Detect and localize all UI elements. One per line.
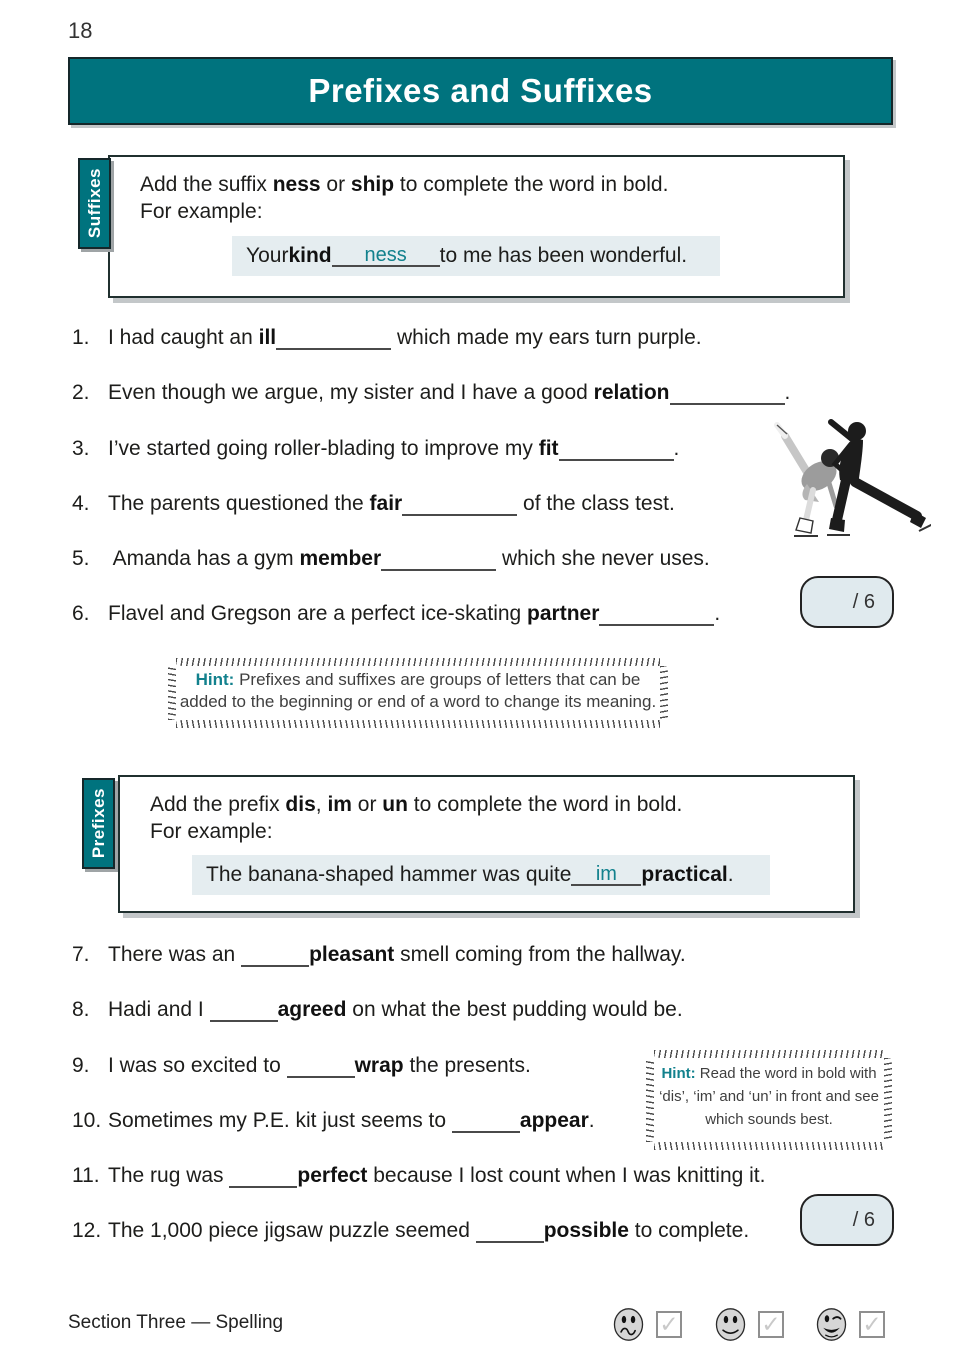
bold-word: partner xyxy=(527,602,600,626)
ok-rating-checkbox[interactable]: ✓ xyxy=(758,1311,784,1338)
text-segment: Sometimes my P.E. kit just seems to xyxy=(108,1108,452,1132)
hint-border-top xyxy=(654,1050,884,1058)
prefix-score-label: / 6 xyxy=(852,1208,875,1231)
answer-blank[interactable] xyxy=(229,1166,297,1188)
bold-word: un xyxy=(382,793,408,816)
text-segment: I had caught an xyxy=(108,326,259,349)
rating-group-sad xyxy=(612,1306,682,1343)
text-segment: I was so excited to xyxy=(108,1053,287,1077)
answer-blank[interactable] xyxy=(559,439,674,461)
bold-word: dis xyxy=(285,793,316,816)
question-number: 8. xyxy=(72,998,90,1022)
ice-skaters-svg xyxy=(773,418,931,552)
text-segment: There was an xyxy=(108,943,242,966)
bold-word: ill xyxy=(258,326,277,349)
prefix-instruction-line1 xyxy=(150,793,682,816)
text-segment: to me has been wonderful. xyxy=(439,244,688,267)
hint-text: Hint: Read the word in bold with ‘dis’, ‘im’ and ‘un’ in front and see which sounds best. xyxy=(659,1065,879,1128)
answer-blank[interactable] xyxy=(476,1221,544,1243)
section-footer-label: Section Three — Spelling xyxy=(68,1312,284,1333)
question-number: 4. xyxy=(72,491,90,515)
text-segment: The 1,000 piece jigsaw puzzle seemed xyxy=(108,1219,476,1243)
text-segment: on what the best pudding would be. xyxy=(346,998,683,1022)
question-text xyxy=(108,1109,595,1132)
question-text xyxy=(108,547,710,570)
prefix-score-box xyxy=(800,1194,894,1246)
text-segment: Hadi and I xyxy=(108,998,210,1022)
answer-blank[interactable] xyxy=(402,494,517,516)
hint-box-prefixes xyxy=(646,1050,892,1150)
happy-face-icon xyxy=(815,1306,848,1343)
text-segment: The parents questioned the xyxy=(108,491,370,515)
text-segment: because I lost count when I was knitting it. xyxy=(367,1164,766,1188)
answer-blank[interactable]: im xyxy=(571,864,641,886)
prefix-for-example-label: For example: xyxy=(150,820,273,843)
question-number: 2. xyxy=(72,381,90,405)
hint-text: Hint: Prefixes and suffixes are groups of letters that can be added to the beginning or end of a word to change its meaning. xyxy=(179,670,657,711)
question-number: 6. xyxy=(72,602,90,626)
bold-word: member xyxy=(299,547,382,571)
question-row xyxy=(72,997,765,1052)
question-row xyxy=(72,380,790,435)
bold-word: relation xyxy=(593,381,670,405)
text-segment: The banana-shaped hammer was quite xyxy=(206,863,572,886)
question-text xyxy=(108,998,683,1021)
suffix-instruction xyxy=(140,171,668,225)
prefix-instruction-panel xyxy=(118,775,855,913)
question-text xyxy=(108,326,702,349)
text-segment: . xyxy=(673,436,680,460)
bold-word: fit xyxy=(538,436,559,460)
page-title: Prefixes and Suffixes xyxy=(308,72,653,109)
text-segment: , xyxy=(315,793,328,816)
question-number: 12. xyxy=(72,1219,102,1243)
suffix-instruction-panel xyxy=(108,155,845,298)
text-segment: the presents. xyxy=(403,1053,531,1077)
ice-skaters-illustration xyxy=(773,418,931,552)
text-segment: to complete the word in bold. xyxy=(407,793,683,816)
bold-word: im xyxy=(327,793,352,816)
suffix-question-list xyxy=(72,325,790,657)
text-segment: . xyxy=(588,1108,595,1132)
text-segment: Amanda has a gym xyxy=(108,547,300,571)
answer-blank[interactable] xyxy=(599,604,714,626)
answer-blank[interactable] xyxy=(287,1056,355,1078)
bold-word: fair xyxy=(369,491,403,515)
rating-group-happy xyxy=(815,1306,885,1343)
answer-blank[interactable] xyxy=(210,1000,278,1022)
text-segment: Add the suffix xyxy=(140,173,273,196)
question-text xyxy=(108,1054,531,1077)
question-row xyxy=(72,942,765,997)
hint-border-top xyxy=(176,658,660,666)
question-text xyxy=(108,1164,765,1187)
question-row xyxy=(72,325,790,380)
suffix-instruction-line1 xyxy=(140,173,668,196)
hint-box-suffixes xyxy=(168,658,668,728)
bold-word: agreed xyxy=(277,998,347,1022)
hint-label: Hint: xyxy=(661,1065,696,1082)
text-segment: . xyxy=(784,381,791,405)
bold-word: pleasant xyxy=(309,943,395,966)
question-number: 7. xyxy=(72,943,90,966)
question-row xyxy=(72,1163,765,1218)
bold-word: perfect xyxy=(297,1164,368,1188)
sad-face-icon xyxy=(612,1306,645,1343)
hint-border-bottom xyxy=(654,1142,884,1150)
answer-blank[interactable] xyxy=(276,328,391,350)
question-number: 9. xyxy=(72,1053,90,1077)
question-text xyxy=(108,381,790,404)
question-text xyxy=(108,492,675,515)
hint-border-right xyxy=(660,666,668,720)
question-number: 10. xyxy=(72,1108,102,1132)
prefix-section-tab: Prefixes xyxy=(82,778,115,869)
question-number: 5. xyxy=(72,547,90,571)
rating-group-ok xyxy=(714,1306,784,1343)
question-number: 3. xyxy=(72,436,90,460)
text-segment: or xyxy=(351,793,383,816)
suffix-example-box xyxy=(232,236,720,276)
question-row xyxy=(72,1218,765,1273)
answer-blank[interactable] xyxy=(381,549,496,571)
text-segment: Even though we argue, my sister and I have a good xyxy=(108,381,594,405)
question-number: 1. xyxy=(72,326,90,349)
happy-rating-checkbox[interactable]: ✓ xyxy=(859,1311,885,1338)
hint-border-left xyxy=(646,1058,654,1142)
hint-border-right xyxy=(884,1058,892,1142)
hint-border-left xyxy=(168,666,176,720)
question-text xyxy=(108,437,679,460)
title-banner xyxy=(68,57,893,125)
question-text xyxy=(108,943,686,966)
question-row xyxy=(72,601,790,656)
prefix-instruction xyxy=(150,791,682,845)
answer-blank[interactable] xyxy=(670,383,785,405)
question-text xyxy=(108,602,720,625)
sad-rating-checkbox[interactable]: ✓ xyxy=(656,1311,682,1338)
self-assessment-ratings xyxy=(612,1306,894,1346)
hint-border-bottom xyxy=(176,720,660,728)
bold-word: possible xyxy=(543,1219,629,1243)
bold-word: practical xyxy=(641,863,728,886)
text-segment: Your xyxy=(246,244,289,267)
bold-word: appear xyxy=(519,1108,589,1132)
question-row xyxy=(72,546,790,601)
suffix-section-tab: Suffixes xyxy=(78,158,111,249)
text-segment: Flavel and Gregson are a perfect ice-skating xyxy=(108,602,528,626)
bold-word: kind xyxy=(288,244,332,267)
page-number: 18 xyxy=(68,18,93,43)
text-segment: which made my ears turn purple. xyxy=(391,326,702,349)
text-segment: I’ve started going roller-blading to improve my xyxy=(108,436,539,460)
answer-blank[interactable] xyxy=(241,945,309,967)
question-row xyxy=(72,436,790,491)
text-segment: of the class test. xyxy=(517,491,675,515)
text-segment: to complete. xyxy=(628,1219,750,1243)
suffix-score-label: / 6 xyxy=(852,590,875,613)
text-segment: . xyxy=(727,863,734,886)
suffix-score-box xyxy=(800,576,894,628)
prefix-example-box xyxy=(192,855,770,895)
bold-word: wrap xyxy=(354,1053,404,1077)
text-segment: or xyxy=(320,173,351,196)
question-row xyxy=(72,491,790,546)
answer-blank[interactable] xyxy=(452,1111,520,1133)
text-segment: to complete the word in bold. xyxy=(394,173,669,196)
text-segment: which she never uses. xyxy=(496,547,710,571)
hint-label: Hint: xyxy=(195,670,235,689)
suffix-for-example-label: For example: xyxy=(140,200,263,223)
text-segment: The rug was xyxy=(108,1164,230,1188)
bold-word: ship xyxy=(350,173,395,196)
text-segment: . xyxy=(714,602,721,626)
question-number: 11. xyxy=(72,1164,100,1188)
ok-face-icon xyxy=(714,1306,747,1343)
text-segment: Add the prefix xyxy=(150,793,286,816)
answer-blank[interactable]: ness xyxy=(332,245,440,267)
bold-word: ness xyxy=(272,173,321,196)
text-segment: smell coming from the hallway. xyxy=(394,943,686,966)
question-text xyxy=(108,1219,749,1242)
